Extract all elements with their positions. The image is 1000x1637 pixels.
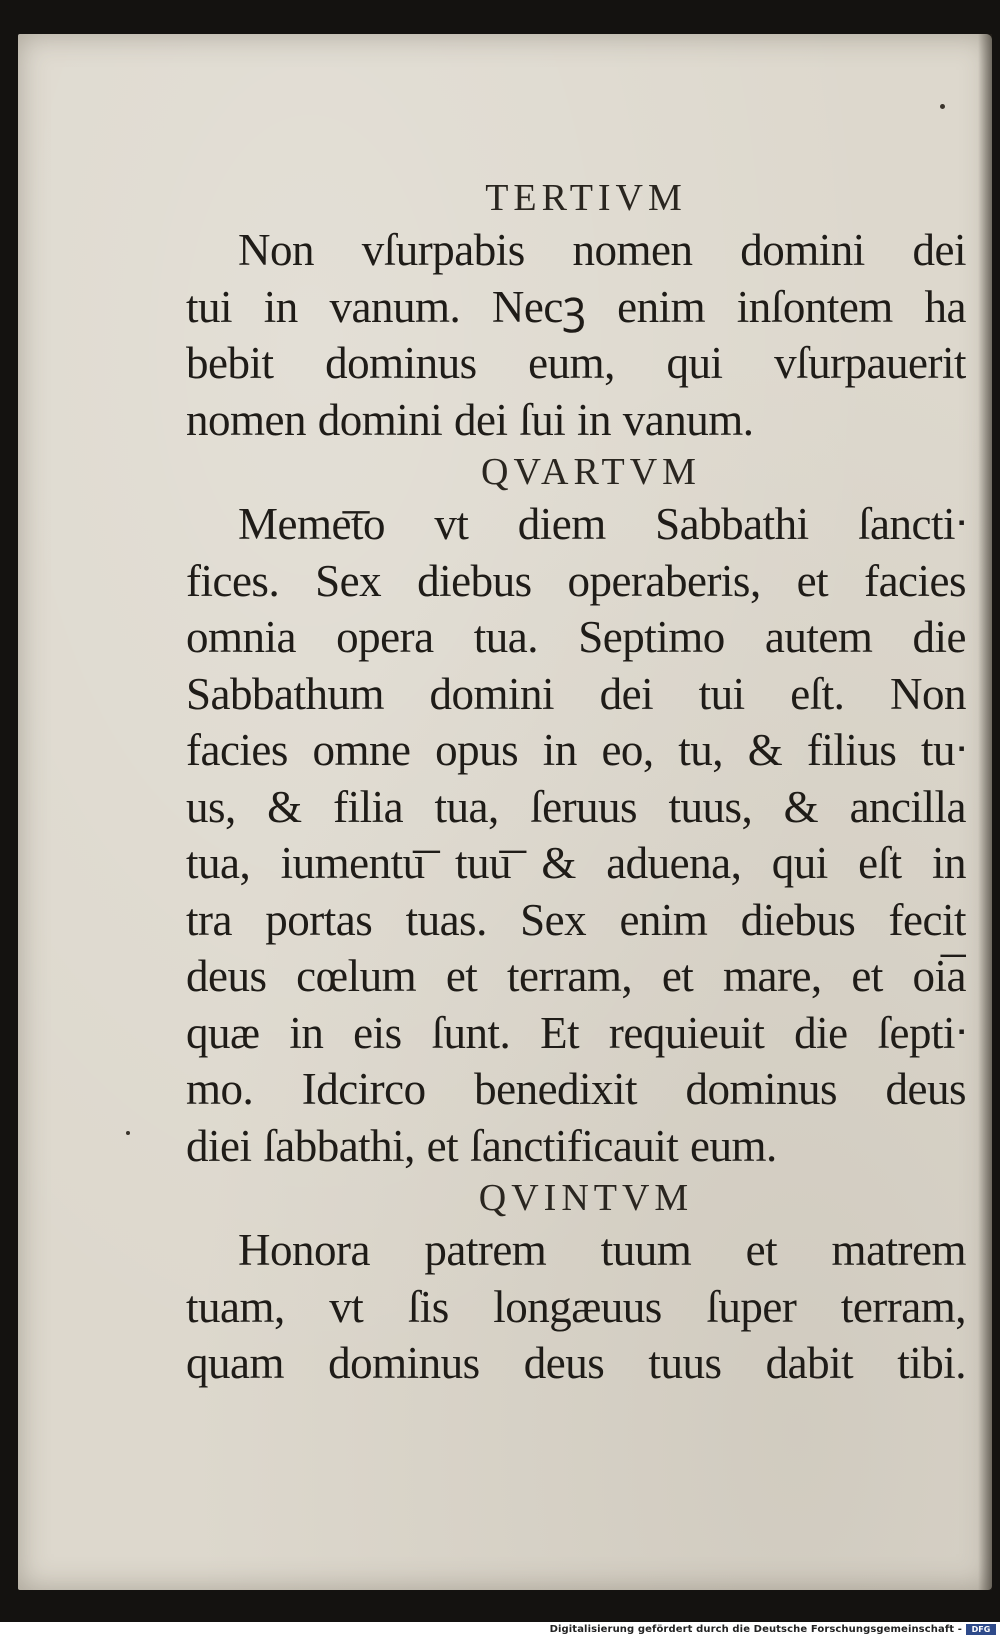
section-heading-quintum: QVINTVM [478, 1177, 694, 1219]
text-line: diei ſabbathi, et ſanctificauit eum. [186, 1120, 777, 1171]
text-line: Non vſurpabis nomen domini dei [238, 225, 966, 275]
text-line: quam dominus deus tuus dabit tibi. [186, 1338, 966, 1388]
paper-speck [126, 1131, 130, 1135]
paper-speck [940, 104, 945, 109]
text-line: deus cœlum et terram, et mare, et oi͞a [186, 951, 966, 1001]
page-edge-shadow [978, 34, 992, 1590]
text-line: tra portas tuas. Sex enim diebus fecit [186, 894, 966, 945]
text-line: mo. Idcirco benedixit dominus deus [186, 1064, 966, 1114]
section-heading-quartum: QVARTVM [481, 451, 701, 493]
text-line: Meme͞to vt diem Sabbathi ſanctiᐧ [238, 499, 966, 549]
text-line: Sabbathum domini dei tui eſt. Non [186, 668, 966, 719]
text-line: omnia opera tua. Septimo autem die [186, 612, 966, 662]
text-line: tui in vanum. Necꝫ enim inſontem ha [186, 281, 966, 332]
text-line: tuam, vt ſis longæuus ſuper terram, [186, 1281, 966, 1332]
digitization-footer [0, 1622, 1000, 1637]
book-page [18, 34, 992, 1590]
text-line: facies omne opus in eo, tu, & filius tuᐧ [186, 725, 966, 775]
text-line: nomen domini dei ſui in vanum. [186, 394, 754, 445]
text-line: bebit dominus eum, qui vſurpauerit [186, 338, 966, 388]
page-text [186, 174, 966, 1392]
text-line: quæ in eis ſunt. Et requieuit die ſeptiᐧ [186, 1007, 966, 1058]
text-line: Honora patrem tuum et matrem [238, 1225, 966, 1275]
attribution-text: Digitalisierung gefördert durch die Deutsche Forschungsgemeinschaft - [549, 1624, 962, 1635]
dfg-logo-icon: DFG [966, 1624, 996, 1635]
text-line: us, & filia tua, ſeruus tuus, & ancilla [186, 781, 966, 832]
section-heading-tertium: TERTIVM [485, 177, 687, 219]
text-line: fices. Sex diebus operaberis, et facies [186, 555, 966, 606]
text-line: tua, iumentu͞ tuu͞ & aduena, qui eſt in [186, 838, 966, 888]
